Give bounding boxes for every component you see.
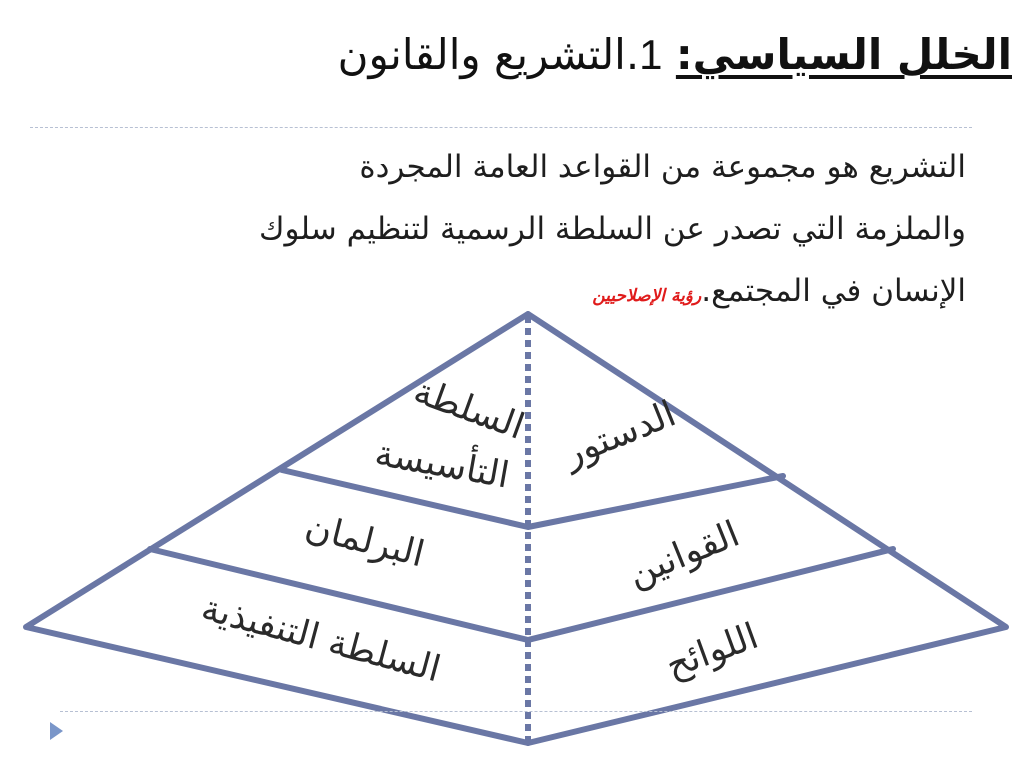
label-laws: القوانين <box>622 513 746 596</box>
definition-line-2: والملزمة التي تصدر عن السلطة الرسمية لتنظيم سلوك <box>258 211 966 247</box>
pyramid-right-outline <box>528 314 1006 743</box>
title-number: 1 <box>639 31 663 78</box>
reformists-view-note: رؤية الإصلاحيين <box>592 286 702 306</box>
label-executive-authority: السلطة التنفيذية <box>197 587 445 691</box>
pyramid-left-outline <box>26 314 528 743</box>
title-sub: .التشريع والقانون <box>337 30 640 79</box>
definition-line-3-text: الإنسان في المجتمع. <box>701 273 966 309</box>
label-constituent-authority-1: السلطة <box>408 370 530 448</box>
label-parliament: البرلمان <box>301 506 429 576</box>
title-main: الخلل السياسي: <box>675 30 1012 79</box>
label-constitution: الدستور <box>557 393 682 476</box>
triangle-bullet-icon <box>50 722 63 740</box>
definition-line-1: التشريع هو مجموعة من القواعد العامة المجردة <box>359 149 966 185</box>
bottom-divider <box>60 711 972 712</box>
label-constituent-authority-2: التأسيسة <box>371 432 513 497</box>
label-regulations: اللوائح <box>660 615 764 687</box>
